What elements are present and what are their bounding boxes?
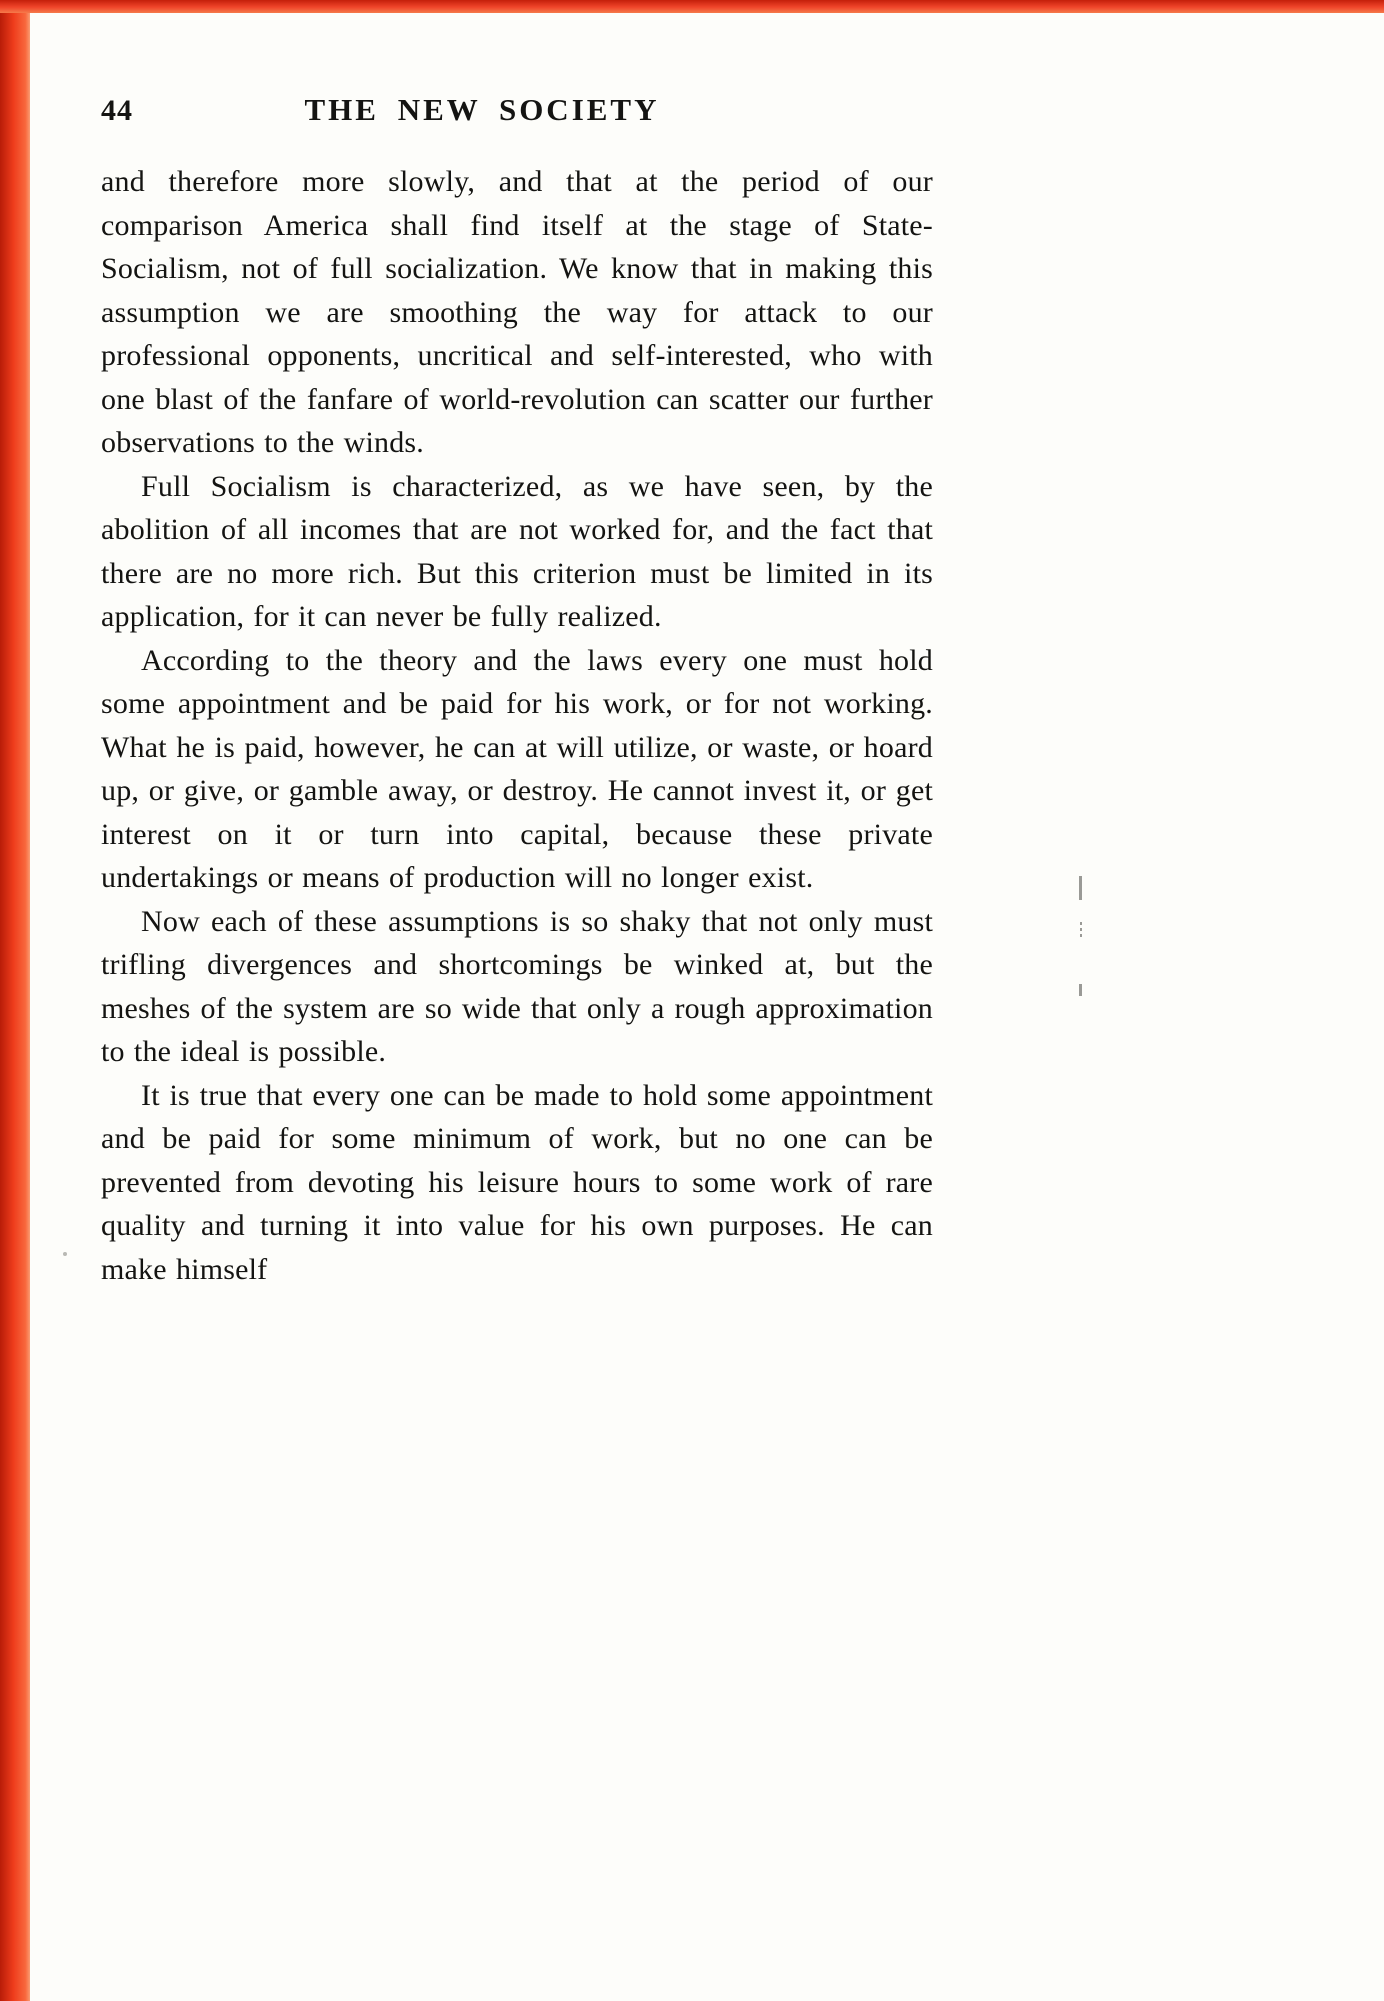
scan-edge-top bbox=[0, 0, 1384, 13]
page-header bbox=[101, 92, 933, 138]
scan-artifact bbox=[1080, 922, 1082, 938]
scan-edge-left bbox=[0, 0, 30, 2001]
paragraph: According to the theory and the laws every one must hold some appointment and be paid for his work, or for not working. What he is paid, however, he can at will utilize, or waste, or hoard up, or give, or gamble away, or destroy. He cannot invest it, or get interest on it or turn into capital, because these private undertakings or means of production will no longer exist. bbox=[101, 643, 933, 894]
paragraph: Now each of these assumptions is so shaky that not only must trifling divergences and shortcomings be winked at, but the meshes of the system are so wide that only a rough approximation to the ideal is possible. bbox=[101, 904, 933, 1068]
running-title: THE NEW SOCIETY bbox=[304, 92, 660, 127]
page-content bbox=[101, 92, 933, 1291]
paragraph: and therefore more slowly, and that at the period of our comparison America shall find itself at the stage of State-Socialism, not of full socialization. We know that in making this assumption we are smoothing the way for attack to our professional opponents, uncritical and self-interested, who with one blast of the fanfare of world-revolution can scatter our further observations to the winds. bbox=[101, 165, 933, 459]
body-text bbox=[101, 160, 933, 1291]
scan-artifact bbox=[1079, 876, 1082, 900]
scan-artifact bbox=[63, 1252, 67, 1256]
page-number: 44 bbox=[101, 94, 133, 127]
scan-artifact bbox=[1079, 984, 1082, 996]
paragraph: Full Socialism is characterized, as we have seen, by the abolition of all incomes that are not worked for, and the fact that there are no more rich. But this criterion must be limited in its application, for it can never be fully realized. bbox=[101, 469, 933, 633]
paragraph: It is true that every one can be made to hold some appointment and be paid for some minimum of work, but no one can be prevented from devoting his leisure hours to some work of rare quality and turning it into value for his own purposes. He can make himself bbox=[101, 1078, 933, 1286]
